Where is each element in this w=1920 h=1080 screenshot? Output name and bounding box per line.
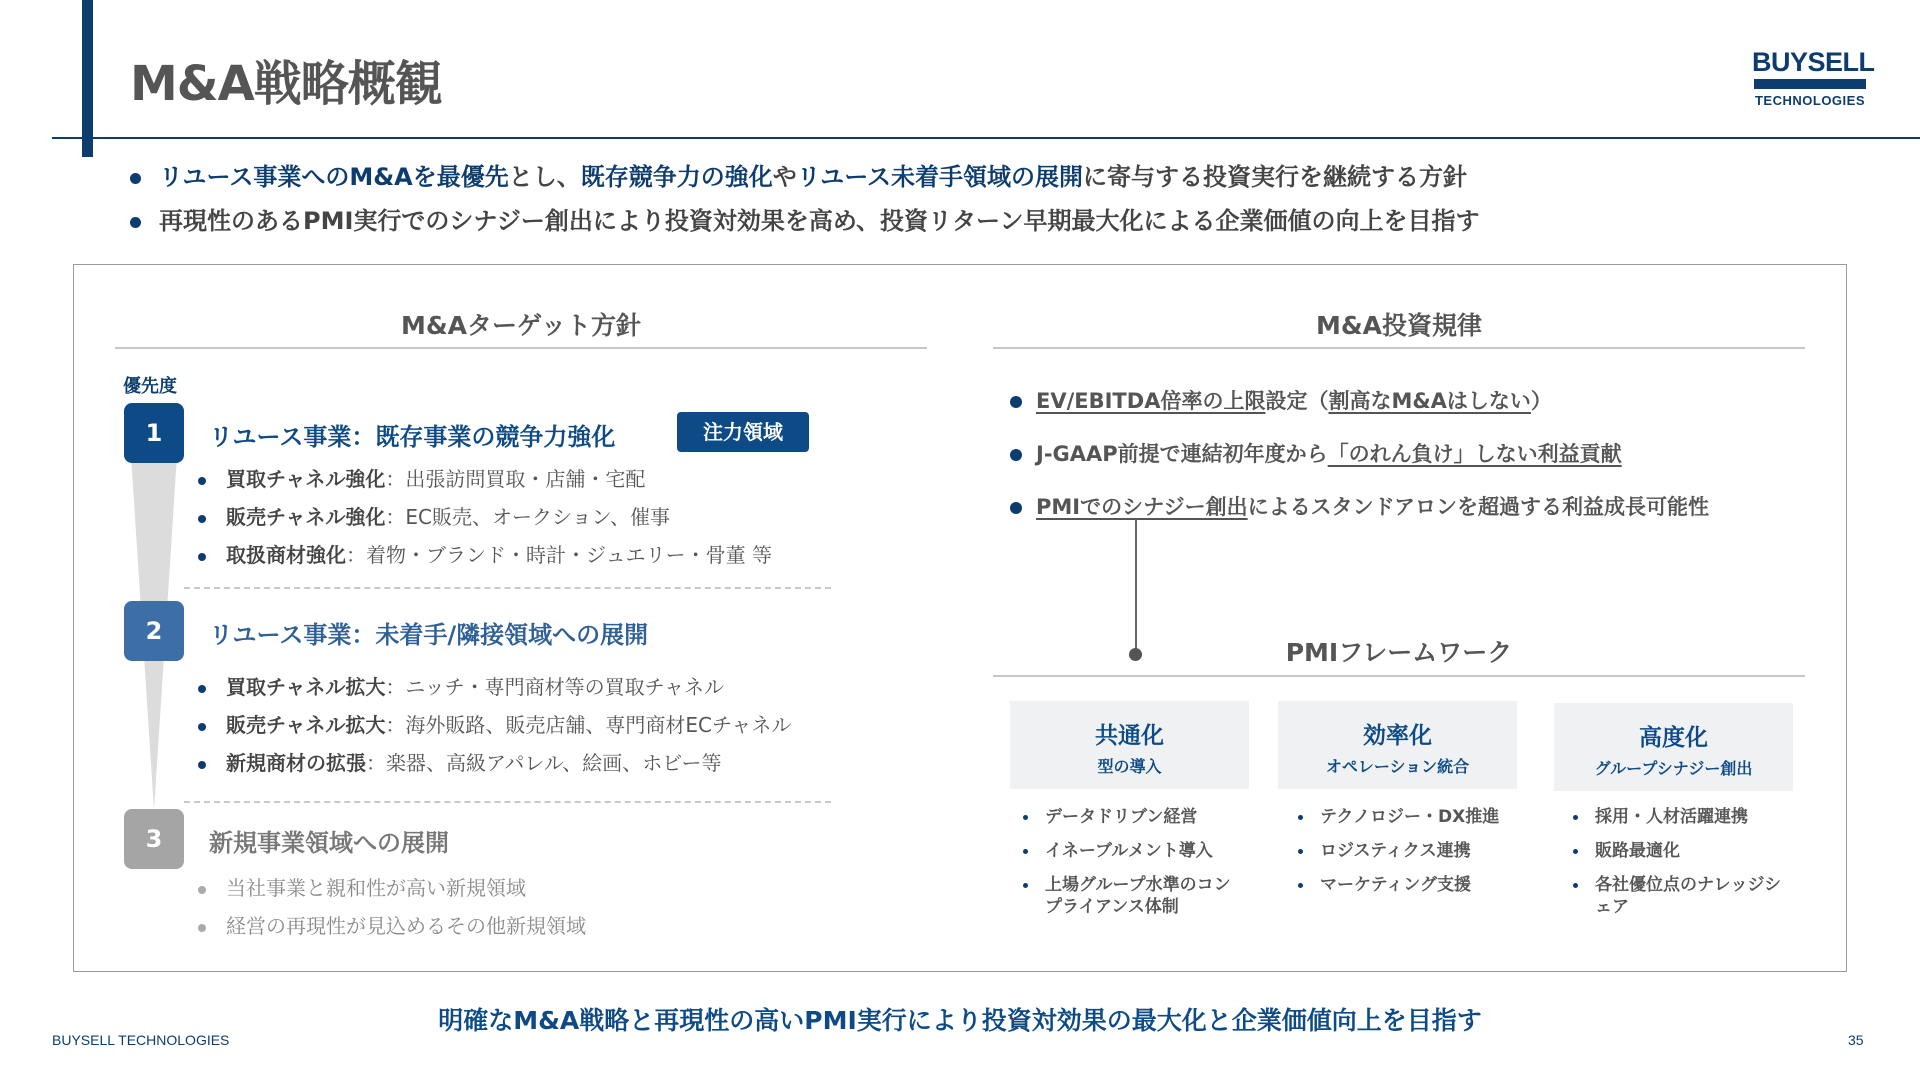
item-text: データドリブン経営 [1045,807,1198,827]
pmi-card-title: 共通化 [1095,723,1164,749]
pmi-card-title: 高度化 [1639,725,1708,751]
list-item [1565,874,1795,918]
lead-statement-1 [130,157,1467,192]
tier-3-title: 新規事業領域への展開 [209,829,449,857]
bullet-icon [1023,883,1028,888]
item-key: 買取チャネル強化 [226,467,386,491]
item-text: テクノロジー・DX推進 [1320,807,1500,827]
rule-3-part-1: によるスタンドアロンを超過する利益成長可能性 [1247,495,1710,519]
list-item [198,498,772,536]
bullet-icon [130,173,141,184]
item-value: 経営の再現性が見込めるその他新規領域 [226,914,586,938]
bullet-icon [1298,883,1303,888]
bullet-icon [198,515,206,523]
item-key: 販売チャネル拡大 [226,713,386,737]
bullet-icon [198,553,206,561]
page-title: M&A戦略概観 [130,56,442,112]
bullet-icon [1010,396,1022,408]
investment-discipline-heading: M&A投資規律 [1315,311,1483,340]
bullet-icon [1023,815,1028,820]
footer-brand: BUYSELL TECHNOLOGIES [52,1032,230,1048]
rule-1-part-3: ） [1530,389,1552,413]
list-item [1015,874,1245,918]
lead-2-part-0: 再現性のあるPMI実行でのシナジー創出により投資対効果を高め、投資リターン早期最大化による企業価値の向上を目指す [159,207,1480,235]
tier-1-title: リユース事業：既存事業の競争力強化 [209,423,616,451]
bullet-icon [1298,815,1303,820]
bullet-icon [130,217,141,228]
rule-1-part-1: 設定（ [1265,389,1329,413]
investment-rule-2 [1010,438,1622,468]
tier-divider-1 [184,587,831,589]
list-item [1015,840,1245,862]
item-key: 買取チャネル拡大 [226,675,386,699]
list-item [1015,806,1245,828]
pmi-card-advancement [1554,703,1793,791]
bullet-icon [198,761,206,769]
page-number: 35 [1848,1032,1864,1048]
list-item [198,869,586,907]
pmi-framework-heading: PMIフレームワーク [1285,638,1513,667]
rule-2-part-1: 「のれん負け」しない利益貢献 [1327,442,1622,466]
investment-rule-1 [1010,385,1552,415]
bullet-icon [1023,849,1028,854]
bullet-icon [1010,502,1022,514]
lead-1-part-5: に寄与する投資実行を継続する方針 [1083,163,1468,191]
list-item [1565,840,1795,862]
target-policy-heading: M&Aターゲット方針 [400,311,642,340]
bullet-icon [198,886,206,894]
tier-2-title: リユース事業：未着手/隣接領域への展開 [209,621,649,649]
rule-2-part-0: J-GAAP前提で連結初年度から [1036,442,1328,466]
focus-area-badge: 注力領域 [677,412,809,452]
pmi-standardization-items [1015,806,1245,930]
bullet-icon [1573,815,1578,820]
bullet-icon [1298,849,1303,854]
tier-3-items [198,869,586,945]
bullet-icon [198,685,206,693]
item-text: ロジスティクス連携 [1320,841,1471,861]
pmi-card-subtitle: グループシナジー創出 [1594,759,1753,778]
lead-statement-2 [130,201,1479,236]
logo-bar [1754,79,1866,89]
item-value: 当社事業と親和性が高い新規領域 [226,876,526,900]
lead-1-part-1: とし、 [508,163,581,191]
item-value: ：着物・ブランド・時計・ジュエリー・骨董 等 [346,543,772,567]
investment-rule-3 [1010,491,1709,521]
item-value: ：ニッチ・専門商材等の買取チャネル [385,675,725,699]
logo-subtext: TECHNOLOGIES [1754,93,1865,108]
investment-discipline-rule [993,347,1805,349]
list-item [1290,874,1520,896]
item-value: ：楽器、高級アパレル、絵画、ホビー等 [366,751,722,775]
pmi-card-efficiency [1278,701,1517,789]
item-key: 新規商材の拡張 [226,751,366,775]
item-key: 取扱商材強化 [226,543,346,567]
pmi-card-subtitle: 型の導入 [1097,757,1162,776]
item-text: イネーブルメント導入 [1045,841,1213,861]
list-item [198,706,791,744]
tier-1-items [198,460,772,574]
item-text: 販路最適化 [1595,841,1680,861]
rule-1-part-0: EV/EBITDA倍率の上限 [1036,389,1266,413]
pmi-card-subtitle: オペレーション統合 [1325,757,1470,776]
list-item [198,460,772,498]
rule-3-part-0: PMIでのシナジー創出 [1036,495,1248,519]
item-text: 上場グループ水準のコンプライアンス体制 [1045,875,1231,917]
bullet-icon [198,477,206,485]
pmi-card-standardization [1010,701,1249,789]
list-item [1290,840,1520,862]
item-value: ：出張訪問買取・店舗・宅配 [385,467,646,491]
item-key: 販売チャネル強化 [226,505,386,529]
bullet-icon [1010,449,1022,461]
tier-divider-2 [184,801,831,803]
list-item [198,536,772,574]
list-item [198,668,791,706]
item-text: 採用・人材活躍連携 [1595,807,1748,827]
lead-1-part-3: や [772,163,797,191]
conclusion-statement: 明確なM&A戦略と再現性の高いPMI実行により投資対効果の最大化と企業価値向上を目指す [438,1006,1482,1035]
pmi-card-title: 効率化 [1363,723,1432,749]
rule-1-part-2: 割高なM&Aはしない [1328,389,1531,413]
tier-3-number: 3 [124,809,184,869]
pmi-framework-rule [993,675,1805,677]
tier-1-number: 1 [124,403,184,463]
item-value: ：海外販路、販売店舗、専門商材ECチャネル [385,713,792,737]
list-item [1565,806,1795,828]
lead-1-part-4: リユース未着手領域の展開 [796,163,1084,191]
list-item [1290,806,1520,828]
bullet-icon [1573,883,1578,888]
title-accent-bar [82,0,93,157]
item-value: ：EC販売、オークション、催事 [385,505,671,529]
pmi-efficiency-items [1290,806,1520,908]
item-text: マーケティング支援 [1320,875,1471,895]
title-divider [52,137,1920,139]
company-logo [1752,47,1875,108]
target-policy-rule [115,347,927,349]
list-item [198,744,791,782]
bullet-icon [1573,849,1578,854]
priority-label: 優先度 [123,376,177,397]
bullet-icon [198,924,206,932]
tier-2-items [198,668,791,782]
bullet-icon [198,723,206,731]
tier-2-number: 2 [124,601,184,661]
lead-1-part-2: 既存競争力の強化 [580,163,773,191]
item-text: 各社優位点のナレッジシェア [1595,875,1782,917]
list-item [198,907,586,945]
pmi-advancement-items [1565,806,1795,930]
logo-wordmark: BUYSELL [1752,47,1875,77]
lead-1-part-0: リユース事業へのM&Aを最優先 [159,163,509,191]
